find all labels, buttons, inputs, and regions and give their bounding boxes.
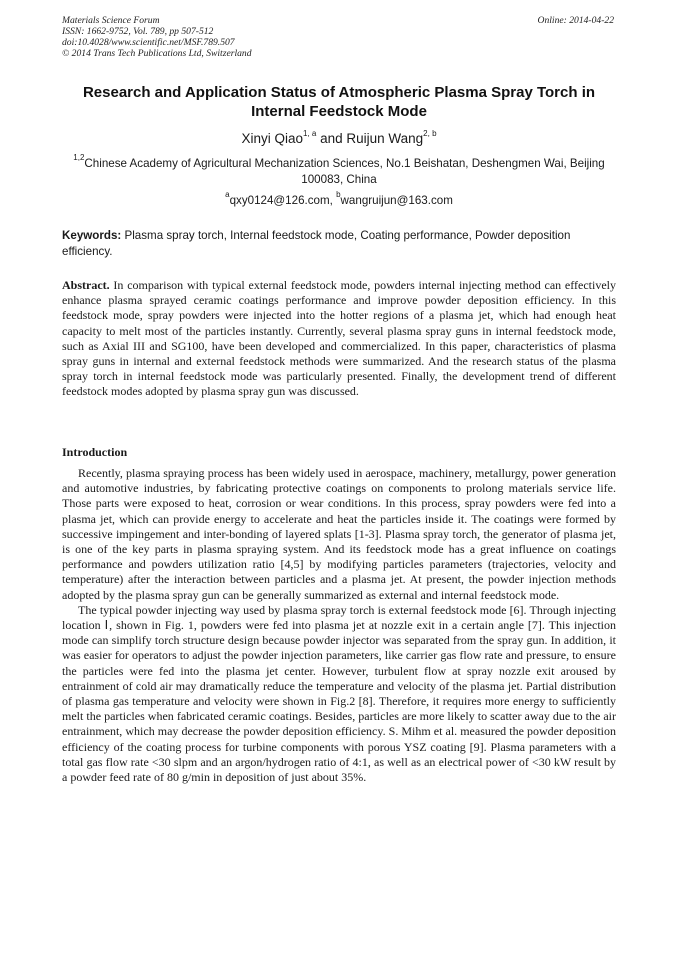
author-1: Xinyi Qiao xyxy=(241,131,303,146)
affiliation-text: Chinese Academy of Agricultural Mechanization Sciences, No.1 Beishatan, Deshengmen Wai, Beijing 100083, China xyxy=(84,157,605,186)
author-conjunction: and xyxy=(316,131,347,146)
journal-header xyxy=(62,15,252,59)
email-b[interactable]: wangruijun@163.com xyxy=(340,194,453,207)
email-b-superscript: b xyxy=(336,190,341,200)
email-a-superscript: a xyxy=(225,190,230,200)
paper-title: Research and Application Status of Atmospheric Plasma Spray Torch in Internal Feedstock Mode xyxy=(82,84,596,120)
affiliation xyxy=(62,153,616,188)
online-date: Online: 2014-04-22 xyxy=(537,15,614,26)
affiliation-superscript: 1,2 xyxy=(73,153,85,163)
introduction-body xyxy=(62,466,616,785)
journal-name: Materials Science Forum xyxy=(62,15,160,26)
keywords-block xyxy=(62,228,616,259)
introduction-heading: Introduction xyxy=(62,445,128,459)
abstract-block xyxy=(62,278,616,400)
keywords-label: Keywords: xyxy=(62,229,122,242)
journal-copyright: © 2014 Trans Tech Publications Ltd, Switzerland xyxy=(62,48,252,59)
abstract-label: Abstract. xyxy=(62,278,110,292)
introduction-paragraph-1: Recently, plasma spraying process has been widely used in aerospace, machinery, metallurgy, power generation and automotive industries, by fabricating protective coatings on components to prolong materials service life. Those parts were exposed to heat, corrosion or wear conditions. In this process, spray powders were fed into a plasma jet, which can provide energy to accelerate and heat the particles inside it. The coatings were formed by successive impingement and inter-bonding of layered splats [1-3]. Plasma spray torch, the generator of plasma jet, is one of the key parts in plasma spraying system. And its feedstock mode has a great influence on coatings performance and powders utilization ratio [4,5] by modifying particles parameters (trajectories, velocity and temperature) after the interaction between particles and a plasma jet. At present, the powder injection methods adopted by the plasma spray gun can be generally summarized as external and internal feedstock mode. xyxy=(62,466,616,602)
abstract-text: In comparison with typical external feedstock mode, powders internal injecting method can effectively enhance plasma sprayed ceramic coatings performance and improve powder deposition efficiency. In this feedstock mode, spray powders were injected into the hotter regions of a plasma jet, which had enough heat capacity to melt most of the particles instantly. Currently, several plasma spray guns in internal feedstock mode, such as Axial III and SG100, have been developed and commercialized. In this paper, characteristics of plasma spray guns in internal and external feedstock methods were summarized. And the research status of the plasma spray torch in internal feedstock mode was particularly presented. Finally, the development trend of different feedstock modes adopted by plasma spray gun was discussed. xyxy=(62,278,616,399)
author-emails xyxy=(62,190,616,208)
journal-issn: ISSN: 1662-9752, Vol. 789, pp 507-512 xyxy=(62,26,214,37)
journal-doi: doi:10.4028/www.scientific.net/MSF.789.507 xyxy=(62,37,235,48)
introduction-paragraph-2: The typical powder injecting way used by plasma spray torch is external feedstock mode [6]. Through injecting location Ⅰ, shown in Fig. 1, powders were fed into plasma jet at nozzle exit in a certain angle [7]. This injection mode can simplify torch structure design because powder injector was separated from the spray gun. In addition, it was easier for operators to adjust the powder injection parameters, like carrier gas flow rate and pressure, to ensure the particles were fed into the plasma jet center. However, turbulent flow at spray nozzle exit aroused by entrainment of cold air may dramatically reduce the temperature and velocity of the plasma jet. Partial distribution of plasma gas temperature and velocity were shown in Fig.2 [8]. Therefore, it requires more energy to sufficiently melt the particles when fabricated ceramic coatings. Besides, particles are more likely to scatter away due to the air entrainment, which may decrease the powder deposition efficiency. S. Mihm et al. measured the powder deposition efficiency of the coating process for turbine components with porous YSZ coating [9]. Plasma parameters with a total gas flow rate <30 slpm and an argon/hydrogen ratio of 4:1, as well as an electrical power of <30 kW result by a powder feed rate of 80 g/min in deposition of just about 35%. xyxy=(62,602,616,785)
author-2: Ruijun Wang xyxy=(346,131,424,146)
keywords-text: Plasma spray torch, Internal feedstock mode, Coating performance, Powder deposition efficiency. xyxy=(62,229,571,258)
author-1-superscript: 1, a xyxy=(303,128,317,138)
author-2-superscript: 2, b xyxy=(423,128,437,138)
email-a[interactable]: qxy0124@126.com, xyxy=(229,194,337,207)
author-line xyxy=(62,130,616,147)
